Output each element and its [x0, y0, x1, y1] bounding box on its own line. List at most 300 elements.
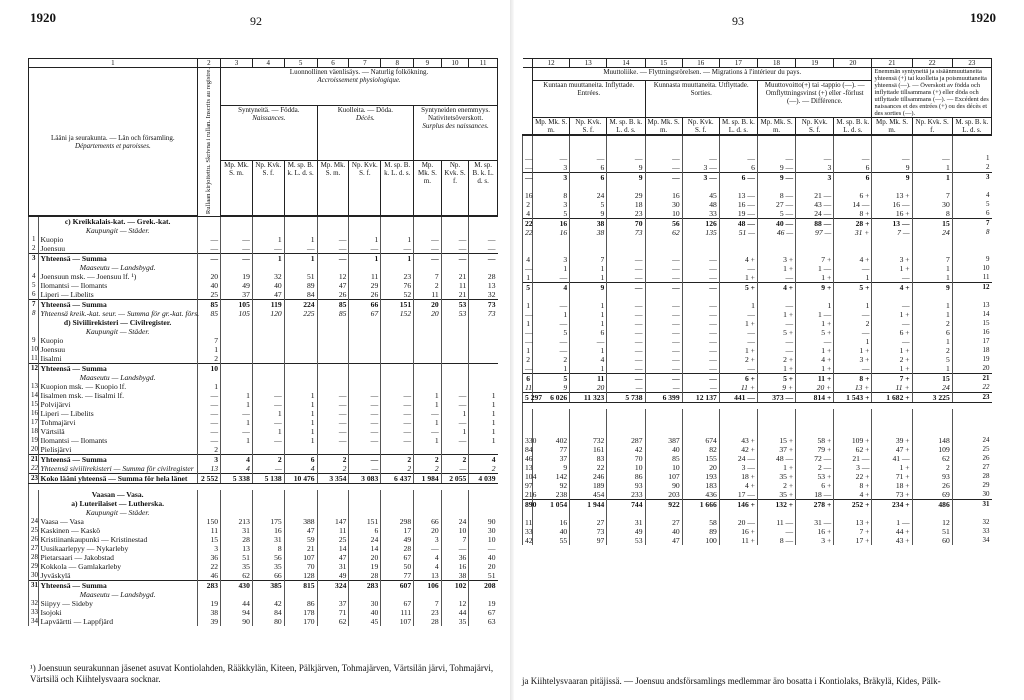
empty-cell	[834, 136, 872, 146]
table-row	[29, 474, 498, 484]
value-cell: 10	[607, 463, 645, 472]
empty-cell	[872, 292, 912, 301]
value-cell: —	[441, 418, 469, 427]
empty-cell	[317, 499, 349, 508]
value-cell: 2	[381, 455, 414, 465]
value-cell: 4	[570, 355, 607, 364]
value-cell: —	[645, 328, 682, 337]
value-cell: 31	[607, 518, 645, 527]
empty-cell	[834, 427, 872, 436]
empty-cell	[523, 418, 533, 427]
empty-cell	[252, 508, 284, 517]
value-cell: —	[523, 328, 533, 337]
table-row	[523, 436, 992, 445]
value-cell: 16 +	[719, 527, 757, 536]
value-cell: 15	[912, 374, 952, 384]
value-cell: 4	[469, 455, 498, 465]
empty-cell	[952, 292, 991, 301]
col-num-12: 12	[533, 59, 570, 68]
table-row	[29, 409, 498, 418]
area-name: Polvijärvi	[38, 400, 197, 409]
table-row	[29, 354, 498, 364]
empty-cell	[317, 327, 349, 336]
value-cell: 67	[381, 599, 414, 608]
empty-cell	[912, 145, 952, 154]
value-cell: —	[607, 283, 645, 293]
value-cell: 32	[469, 290, 498, 300]
table-row	[523, 301, 992, 310]
value-cell: 97	[523, 481, 533, 490]
value-cell: 42	[252, 599, 284, 608]
empty-cell	[197, 327, 220, 336]
row-index	[29, 590, 39, 599]
value-cell: 7 —	[872, 228, 912, 237]
section-heading-row	[523, 246, 992, 255]
value-cell: 55	[533, 536, 570, 545]
empty-cell	[719, 246, 757, 255]
value-cell: 67	[469, 608, 498, 617]
table-row	[29, 254, 498, 264]
value-cell: 88 —	[796, 219, 834, 229]
value-cell	[441, 382, 469, 391]
section-heading: c) Kreikkalais-kat. — Grek.-kat.	[38, 217, 197, 227]
value-cell: 90	[221, 617, 253, 626]
value-cell: 1	[252, 427, 284, 436]
row-index: 20	[952, 364, 991, 374]
empty-cell	[533, 237, 570, 246]
value-cell: 30	[469, 526, 498, 535]
empty-cell	[349, 217, 381, 227]
value-cell: 19 —	[719, 209, 757, 219]
value-cell: 3 354	[317, 474, 349, 484]
value-cell	[221, 354, 253, 364]
empty-cell	[252, 373, 284, 382]
value-cell: 11 +	[719, 536, 757, 545]
value-cell: 15 +	[757, 436, 795, 445]
value-cell: —	[197, 418, 220, 427]
row-index: 30	[952, 490, 991, 500]
value-cell: 6 —	[719, 173, 757, 183]
value-cell: —	[349, 464, 381, 474]
value-cell: 1	[570, 346, 607, 355]
value-cell: —	[682, 154, 719, 163]
value-cell: 1	[414, 400, 442, 409]
value-cell: 47	[317, 553, 349, 562]
value-cell: —	[317, 427, 349, 436]
value-cell: —	[523, 173, 533, 183]
row-index: 25	[29, 526, 39, 535]
value-cell: 42	[523, 536, 533, 545]
value-cell: 107	[284, 553, 317, 562]
value-cell: 8 +	[834, 481, 872, 490]
value-cell: —	[757, 273, 795, 283]
table-row	[29, 608, 498, 617]
value-cell: 20	[682, 463, 719, 472]
value-cell: 37	[533, 454, 570, 463]
value-cell: 53	[441, 309, 469, 318]
empty-cell	[441, 490, 469, 499]
row-index: 15	[29, 400, 39, 409]
value-cell: —	[349, 418, 381, 427]
empty-cell	[221, 499, 253, 508]
value-cell: 7	[570, 255, 607, 264]
value-cell: 6	[834, 163, 872, 173]
value-cell: —	[872, 154, 912, 163]
value-cell: —	[834, 264, 872, 273]
section-heading: Maaseutu — Landsbygd.	[38, 263, 197, 272]
value-cell: —	[441, 244, 469, 254]
value-cell: 213	[221, 517, 253, 526]
empty-cell	[349, 490, 381, 499]
value-cell: 4	[523, 255, 533, 264]
row-index: 33	[29, 608, 39, 617]
empty-cell	[682, 292, 719, 301]
value-cell	[252, 364, 284, 374]
value-cell: 224	[284, 300, 317, 310]
empty-cell	[834, 182, 872, 191]
net-male: Mp. Mk. S. m.	[757, 118, 795, 135]
value-cell: 3 —	[682, 173, 719, 183]
value-cell: 2	[912, 463, 952, 472]
value-cell: 71 +	[872, 472, 912, 481]
value-cell: 8 +	[834, 209, 872, 219]
area-name: Joensuu	[38, 244, 197, 254]
value-cell	[252, 445, 284, 455]
empty-cell	[607, 418, 645, 427]
value-cell: 2	[414, 281, 442, 290]
value-cell: 2	[523, 355, 533, 364]
empty-cell	[349, 508, 381, 517]
value-cell: —	[197, 254, 220, 264]
area-name: Kuopio	[38, 235, 197, 244]
table-row	[29, 400, 498, 409]
row-index: 10	[29, 345, 39, 354]
value-cell: —	[645, 355, 682, 364]
row-index	[29, 373, 39, 382]
table-row	[523, 219, 992, 229]
empty-cell	[645, 145, 682, 154]
value-cell: 66	[349, 300, 381, 310]
value-cell: 10	[645, 209, 682, 219]
value-cell: 14 —	[834, 200, 872, 209]
value-cell: 51 —	[719, 228, 757, 237]
empty-cell	[533, 409, 570, 418]
value-cell: 9	[570, 209, 607, 219]
section-heading-row	[29, 590, 498, 599]
value-cell: —	[523, 310, 533, 319]
empty-cell	[952, 237, 991, 246]
value-cell: —	[441, 436, 469, 445]
value-cell: —	[645, 173, 682, 183]
value-cell: 402	[533, 436, 570, 445]
empty-cell	[719, 182, 757, 191]
table-row	[29, 535, 498, 544]
empty-cell	[252, 217, 284, 227]
value-cell: 1	[284, 400, 317, 409]
value-cell: 170	[284, 617, 317, 626]
value-cell: 104	[523, 472, 533, 481]
row-index: 3	[29, 254, 39, 264]
value-cell: 278 +	[796, 500, 834, 510]
value-cell: 1	[469, 427, 498, 436]
section-heading: Kaupungit — Städer.	[38, 226, 197, 235]
value-cell: 39 +	[872, 436, 912, 445]
table-row	[523, 200, 992, 209]
value-cell: —	[719, 264, 757, 273]
table-row	[523, 173, 992, 183]
value-cell: 20	[414, 300, 442, 310]
section-heading-row	[29, 226, 498, 235]
value-cell: 1	[533, 364, 570, 374]
value-cell	[349, 345, 381, 354]
row-index: 23	[29, 474, 39, 484]
value-cell: —	[441, 464, 469, 474]
value-cell: 10	[197, 364, 220, 374]
value-cell	[441, 354, 469, 364]
empty-cell	[645, 182, 682, 191]
empty-cell	[834, 409, 872, 418]
empty-cell	[719, 145, 757, 154]
value-cell: —	[607, 328, 645, 337]
col-num-11: 11	[469, 59, 498, 68]
empty-cell	[197, 217, 220, 227]
value-cell: 1	[381, 235, 414, 244]
row-index: 11	[952, 273, 991, 283]
value-cell	[221, 345, 253, 354]
empty-cell	[414, 490, 442, 499]
value-cell: 4	[523, 209, 533, 219]
empty-cell	[952, 145, 991, 154]
empty-cell	[872, 409, 912, 418]
empty-cell	[912, 182, 952, 191]
value-cell: 73	[469, 300, 498, 310]
empty-cell	[952, 509, 991, 518]
empty-cell	[317, 373, 349, 382]
value-cell: 22	[523, 219, 533, 229]
value-cell: —	[317, 400, 349, 409]
value-cell: 89	[284, 281, 317, 290]
value-cell: 2	[317, 464, 349, 474]
value-cell	[349, 336, 381, 345]
value-cell: 86	[607, 472, 645, 481]
total-surplus-header: Enemmän syntyneitä ja sisäänmuuttaneita yhteensä (+) tai kuolleita ja poismuuttaneita yhteensä (—). — Överskott av födda och inflyttade tillsammans (+) eller döda och utflyttade tillsammans (—). — Excédent des naissances et des entrées (+) ou des décès et des sorties (—).	[872, 68, 992, 118]
value-cell: 45	[349, 617, 381, 626]
section-heading: Maaseutu — Landsbygd.	[38, 373, 197, 382]
value-cell: —	[682, 346, 719, 355]
area-name: Kokkola — Gamlakarleby	[38, 562, 197, 571]
table-row	[523, 490, 992, 500]
value-cell: 15	[912, 219, 952, 229]
value-cell: —	[796, 337, 834, 346]
value-cell: —	[645, 273, 682, 283]
row-index: 26	[29, 535, 39, 544]
value-cell: —	[682, 364, 719, 374]
value-cell: 11	[570, 374, 607, 384]
table-row	[523, 346, 992, 355]
row-index: 28	[29, 553, 39, 562]
value-cell: 1	[570, 273, 607, 283]
value-cell: —	[317, 235, 349, 244]
value-cell: 107	[381, 617, 414, 626]
value-cell: —	[441, 254, 469, 264]
value-cell: 324	[317, 581, 349, 591]
deaths-header: Kuolleita. — Döda. Décès.	[317, 105, 414, 160]
value-cell: 814 +	[796, 393, 834, 403]
value-cell: —	[197, 391, 220, 400]
empty-cell	[533, 427, 570, 436]
empty-cell	[834, 246, 872, 255]
empty-cell	[757, 145, 795, 154]
value-cell: 14	[317, 544, 349, 553]
value-cell: 1	[523, 273, 533, 283]
empty-cell	[381, 318, 414, 327]
migration-header: Muuttoliike. — Flyttningsrörelsen. — Migrations à l'intérieur du pays.	[533, 68, 872, 81]
value-cell: 1 —	[796, 310, 834, 319]
value-cell: —	[682, 264, 719, 273]
section-heading-row	[29, 318, 498, 327]
value-cell: 4	[221, 464, 253, 474]
value-cell: 161	[570, 445, 607, 454]
value-cell: 1	[912, 173, 952, 183]
value-cell: 2	[834, 319, 872, 328]
value-cell: 1 +	[872, 310, 912, 319]
value-cell: —	[834, 328, 872, 337]
value-cell	[414, 354, 442, 364]
value-cell: 11 +	[796, 374, 834, 384]
value-cell: 9 —	[757, 163, 795, 173]
value-cell: 1	[221, 391, 253, 400]
empty-cell	[523, 292, 533, 301]
value-cell: 13 +	[872, 191, 912, 200]
empty-cell	[570, 136, 607, 146]
value-cell: 283	[349, 581, 381, 591]
value-cell: 147	[317, 517, 349, 526]
value-cell: —	[414, 427, 442, 436]
section-heading-row	[29, 217, 498, 227]
value-cell: 24	[349, 535, 381, 544]
table-row	[29, 244, 498, 254]
value-cell: —	[469, 244, 498, 254]
value-cell: —	[523, 337, 533, 346]
value-cell: 44	[441, 608, 469, 617]
empty-cell	[872, 182, 912, 191]
value-cell: —	[252, 244, 284, 254]
value-cell: 49	[317, 571, 349, 581]
empty-cell	[570, 427, 607, 436]
value-cell: 3 —	[719, 463, 757, 472]
value-cell: 6	[912, 328, 952, 337]
area-name: Iisalmen msk. — Iisalmi lf.	[38, 391, 197, 400]
value-cell: 39	[197, 617, 220, 626]
value-cell: 13	[221, 544, 253, 553]
row-index: 6	[952, 209, 991, 219]
empty-cell	[645, 409, 682, 418]
area-name: Yhteensä siviilirekisteri — Summa för civilregister	[38, 464, 197, 474]
value-cell: 9 —	[757, 173, 795, 183]
value-cell: 40	[197, 281, 220, 290]
table-row	[29, 272, 498, 281]
value-cell: 26	[349, 290, 381, 300]
value-cell: —	[607, 273, 645, 283]
area-name: Yhteensä — Summa	[38, 364, 197, 374]
value-cell: 47	[317, 281, 349, 290]
col-num-9: 9	[414, 59, 442, 68]
value-cell: 175	[252, 517, 284, 526]
empty-cell	[317, 490, 349, 499]
value-cell	[414, 336, 442, 345]
empty-cell	[252, 263, 284, 272]
value-cell: 73 +	[872, 490, 912, 500]
table-row	[29, 526, 498, 535]
value-cell: —	[441, 544, 469, 553]
table-row	[523, 228, 992, 237]
net-migration-header: Muuttovoitto(+) tai -tappio (—). — Omflyttningsvinst (+) eller -förlust (—). — Différence.	[757, 81, 871, 118]
value-cell: 15	[197, 535, 220, 544]
area-name: Kuopio	[38, 336, 197, 345]
empty-cell	[197, 508, 220, 517]
left-table-body	[29, 217, 498, 627]
empty-cell	[834, 237, 872, 246]
value-cell: 1 +	[757, 264, 795, 273]
value-cell: 1 +	[796, 319, 834, 328]
value-cell: —	[349, 409, 381, 418]
value-cell: 37 +	[757, 445, 795, 454]
value-cell: —	[607, 154, 645, 163]
empty-cell	[570, 409, 607, 418]
value-cell: 4 +	[872, 283, 912, 293]
value-cell	[469, 382, 498, 391]
row-index: 13	[952, 301, 991, 310]
right-table-header	[523, 59, 992, 136]
value-cell: —	[317, 418, 349, 427]
col-num-5: 5	[284, 59, 317, 68]
value-cell: —	[414, 235, 442, 244]
value-cell: 1 +	[757, 463, 795, 472]
value-cell: 20	[414, 526, 442, 535]
value-cell: —	[682, 283, 719, 293]
table-row	[29, 290, 498, 300]
value-cell: 13 +	[834, 518, 872, 527]
value-cell: 25	[197, 290, 220, 300]
value-cell: —	[414, 244, 442, 254]
value-cell: 43 +	[872, 536, 912, 545]
value-cell: 16	[441, 562, 469, 571]
empty-cell	[221, 217, 253, 227]
value-cell: —	[872, 337, 912, 346]
empty-cell	[221, 590, 253, 599]
value-cell: 148	[912, 436, 952, 445]
left-page-number: 92	[250, 14, 262, 28]
value-cell: —	[381, 391, 414, 400]
value-cell: 3 —	[834, 463, 872, 472]
value-cell: 27	[645, 518, 682, 527]
empty-cell	[570, 182, 607, 191]
value-cell: 40	[349, 608, 381, 617]
value-cell: —	[523, 154, 533, 163]
value-cell: 3	[533, 200, 570, 209]
value-cell: 8	[912, 209, 952, 219]
value-cell: 37	[221, 290, 253, 300]
value-cell: 1	[221, 400, 253, 409]
row-index: 10	[952, 264, 991, 273]
empty-cell	[834, 509, 872, 518]
empty-cell	[197, 263, 220, 272]
empty-cell	[796, 509, 834, 518]
value-cell: 35 +	[757, 472, 795, 481]
outflow-header: Kunnasta muuttaneita. Utflyttade. Sorties.	[645, 81, 757, 118]
value-cell: 183	[682, 481, 719, 490]
value-cell	[349, 382, 381, 391]
